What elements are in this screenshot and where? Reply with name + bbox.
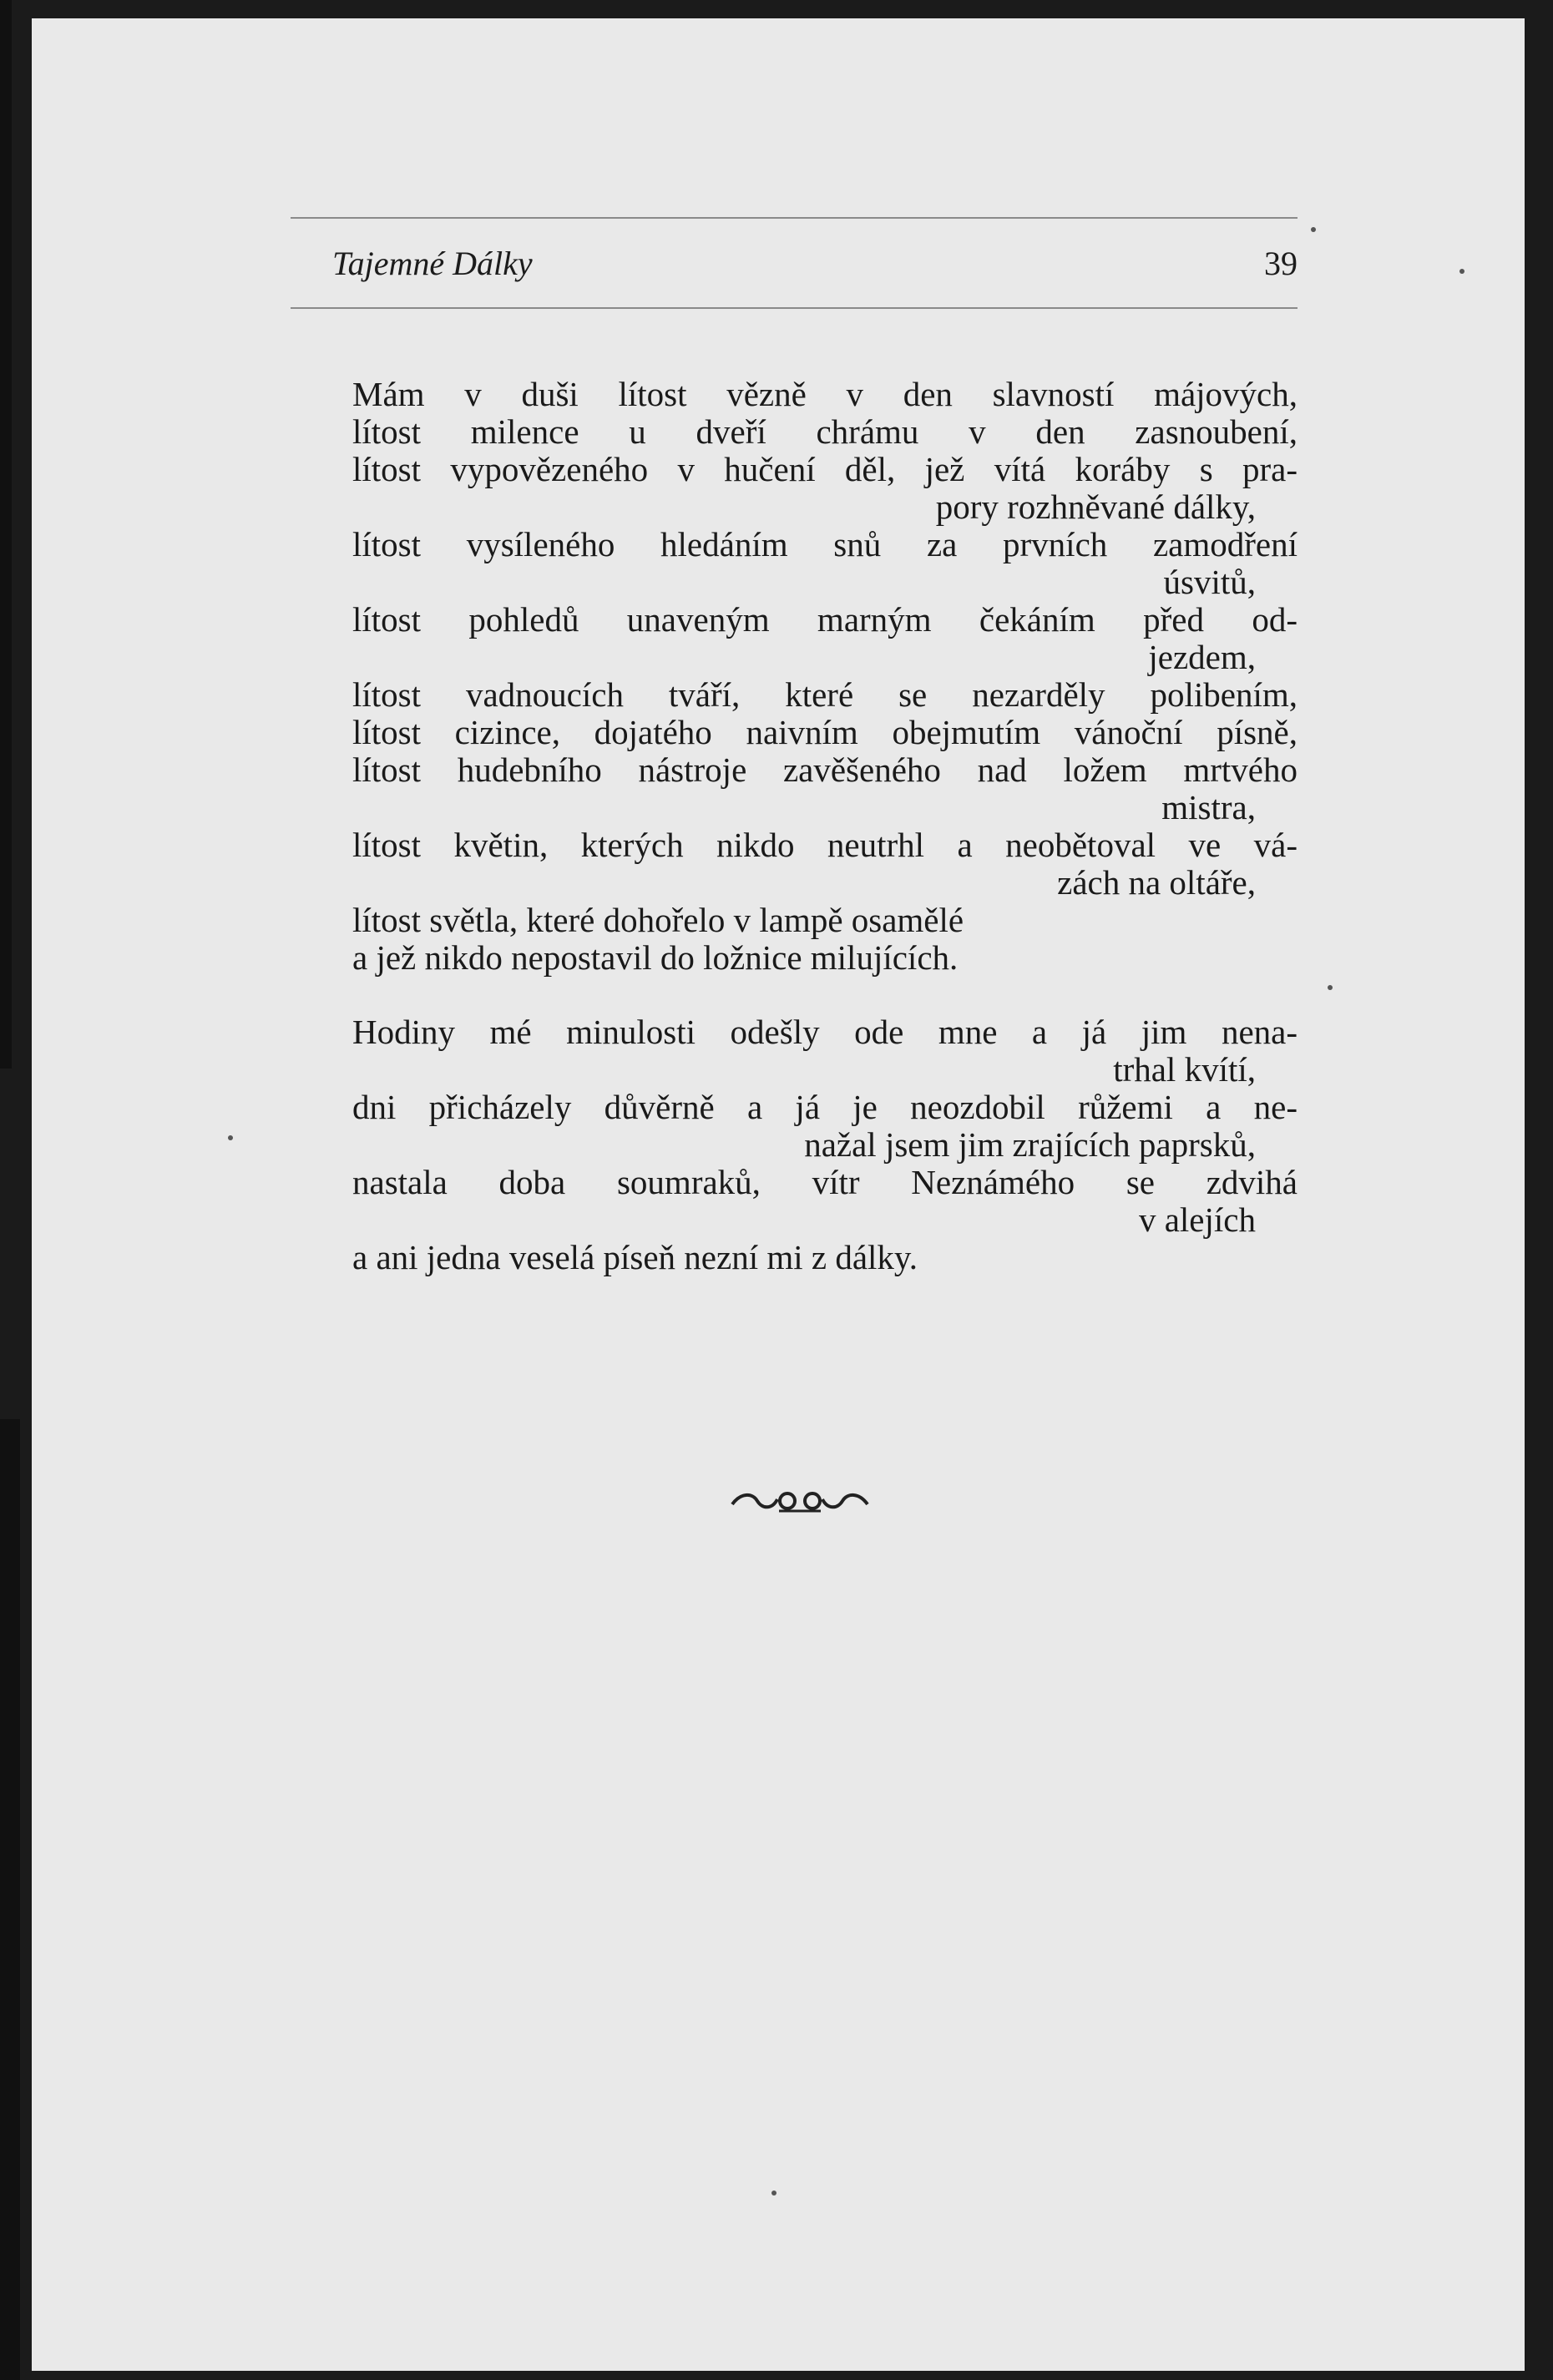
poem-line-continuation: trhal kvítí, [1113, 1050, 1256, 1089]
poem-line: a jež nikdo nepostavil do ložnice milujících. [352, 938, 959, 977]
poem-line: Hodiny mé minulosti odešly ode mne a já jim nena- [352, 1013, 1298, 1051]
running-title: Tajemné Dálky [332, 245, 533, 282]
poem-line-continuation: v alejích [1138, 1200, 1256, 1239]
poem-line: lítost vysíleného hledáním snů za prvních zamodření [352, 525, 1298, 563]
poem-line: lítost květin, kterých nikdo neutrhl a neobětoval ve vá- [352, 826, 1298, 864]
page-edge-shadow [0, 1419, 20, 2380]
book-page [32, 18, 1525, 2371]
poem-line: lítost pohledů unaveným marným čekáním před od- [352, 600, 1298, 639]
poem-line: lítost světla, které dohořelo v lampě osamělé [352, 901, 964, 939]
page-edge-shadow [0, 0, 12, 1069]
poem-line: lítost vadnoucích tváří, které se nezarděly polibením, [352, 675, 1298, 714]
poem-line-continuation: jezdem, [1148, 638, 1256, 676]
stanza-2 [352, 1013, 1298, 1276]
poem-line-continuation: mistra, [1161, 788, 1256, 826]
poem-line-continuation: nažal jsem jim zrajících paprsků, [804, 1125, 1256, 1164]
speck [1328, 985, 1333, 990]
poem-line: lítost cizince, dojatého naivním obejmutím vánoční písně, [352, 713, 1298, 751]
poem-line: nastala doba soumraků, vítr Neznámého se zdvihá [352, 1163, 1298, 1201]
poem-line-continuation: úsvitů, [1163, 563, 1256, 601]
poem-text [352, 376, 1298, 1276]
poem-line: lítost vypovězeného v hučení děl, jež vítá koráby s pra- [352, 450, 1298, 488]
poem-line: Mám v duši lítost vězně v den slavností májových, [352, 375, 1298, 413]
poem-line-continuation: pory rozhněvané dálky, [935, 488, 1256, 526]
page-number: 39 [1264, 245, 1298, 282]
poem-line: lítost milence u dveří chrámu v den zasnoubení, [352, 412, 1298, 451]
poem-line: lítost hudebního nástroje zavěšeného nad ložem mrtvého [352, 750, 1298, 789]
speck [1459, 269, 1464, 274]
speck [1311, 227, 1316, 232]
speck [771, 2191, 776, 2196]
speck [228, 1135, 233, 1140]
poem-line: dni přicházely důvěrně a já je neozdobil růžemi a ne- [352, 1088, 1298, 1126]
page-header [291, 217, 1298, 309]
ornament-icon [729, 1486, 871, 1516]
poem-line-continuation: zách na oltáře, [1057, 863, 1256, 902]
stanza-1 [352, 376, 1298, 977]
poem-line: a ani jedna veselá píseň nezní mi z dálky. [352, 1238, 918, 1276]
